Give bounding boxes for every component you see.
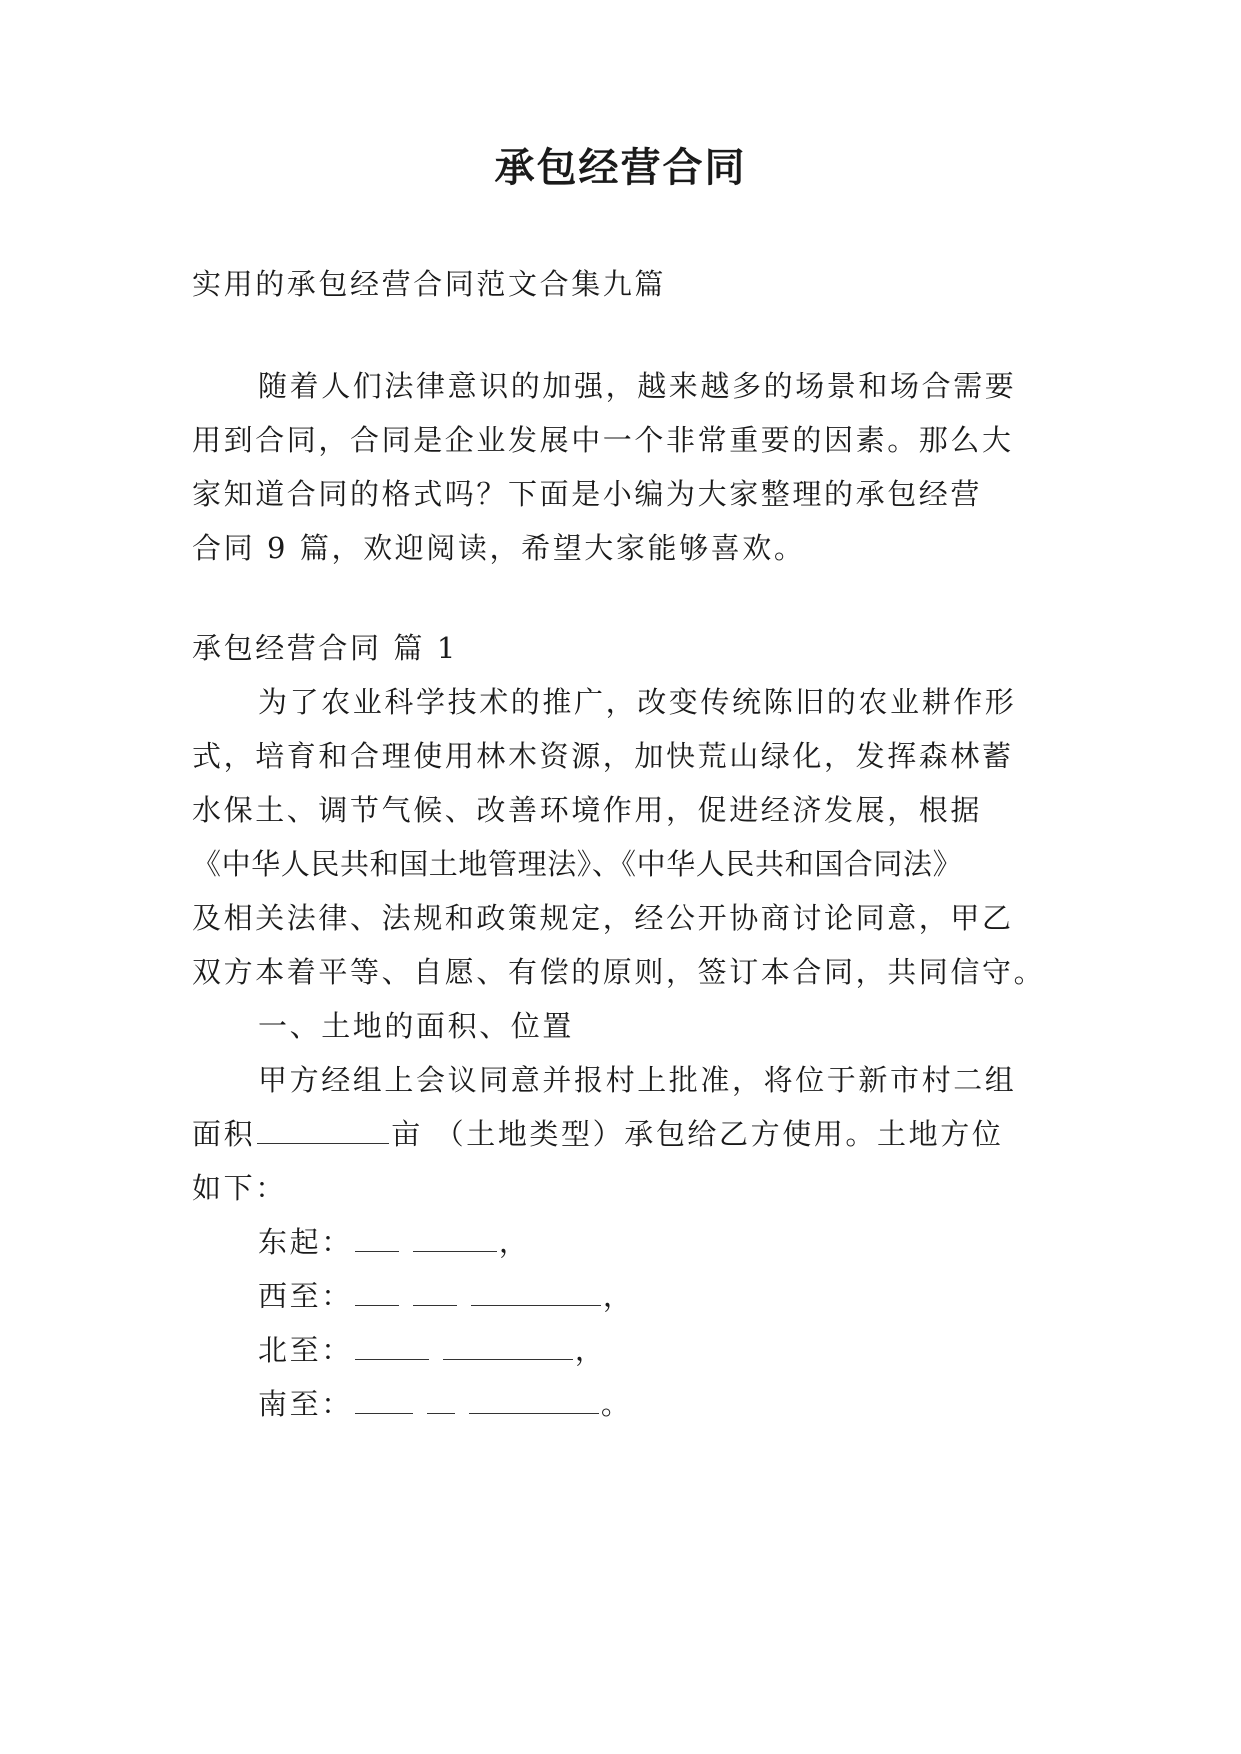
west-blank-3 xyxy=(471,1304,601,1306)
para2-line-2 xyxy=(192,1117,1004,1151)
west-blank-2 xyxy=(413,1304,457,1306)
area-label: 面积 xyxy=(192,1117,256,1151)
para2-line-3: 如下： xyxy=(192,1171,287,1205)
north-blank-1 xyxy=(355,1358,429,1360)
south-blank-1 xyxy=(355,1412,413,1414)
south-blank-3 xyxy=(469,1412,599,1414)
clause1-heading: 一、土地的面积、位置 xyxy=(258,1009,575,1043)
para1-line-2: 式，培育和合理使用林木资源，加快荒山绿化，发挥森林蓄 xyxy=(192,739,1014,773)
boundary-south xyxy=(258,1387,633,1421)
para1-line-6: 双方本着平等、自愿、有偿的原则，签订本合同，共同信守。 xyxy=(192,955,1046,989)
west-blank-1 xyxy=(355,1304,399,1306)
boundary-east xyxy=(258,1225,531,1259)
boundary-west xyxy=(258,1279,635,1313)
south-blank-2 xyxy=(427,1412,455,1414)
north-label: 北至： xyxy=(258,1333,353,1367)
west-end: ， xyxy=(602,1279,635,1313)
para1-line-1: 为了农业科学技术的推广，改变传统陈旧的农业耕作形 xyxy=(258,685,1017,719)
para1-line-4: 《中华人民共和国土地管理法》、《中华人民共和国合同法》 xyxy=(192,847,963,881)
west-label: 西至： xyxy=(258,1279,353,1313)
east-blank-1 xyxy=(355,1250,399,1252)
area-unit-text: 亩 （土地类型）承包给乙方使用。土地方位 xyxy=(391,1117,1004,1151)
intro-line-1: 随着人们法律意识的加强，越来越多的场景和场合需要 xyxy=(258,369,1017,403)
east-blank-2 xyxy=(413,1250,497,1252)
east-end: ， xyxy=(498,1225,531,1259)
document-title: 承包经营合同 xyxy=(494,144,747,191)
para1-line-5: 及相关法律、法规和政策规定，经公开协商讨论同意，甲乙 xyxy=(192,901,1014,935)
boundary-north xyxy=(258,1333,607,1367)
intro-line-3: 家知道合同的格式吗？下面是小编为大家整理的承包经营 xyxy=(192,477,983,511)
para2-line-1: 甲方经组上会议同意并报村上批准，将位于新市村二组 xyxy=(258,1063,1017,1097)
north-blank-2 xyxy=(443,1358,573,1360)
east-label: 东起： xyxy=(258,1225,353,1259)
south-end: 。 xyxy=(600,1387,633,1421)
north-end: ， xyxy=(574,1333,607,1367)
area-blank xyxy=(257,1142,389,1144)
para1-line-3: 水保土、调节气候、改善环境作用，促进经济发展，根据 xyxy=(192,793,983,827)
intro-line-4: 合同 9 篇，欢迎阅读，希望大家能够喜欢。 xyxy=(192,531,806,565)
section-heading: 承包经营合同 篇 1 xyxy=(192,631,458,665)
south-label: 南至： xyxy=(258,1387,353,1421)
intro-line-2: 用到合同，合同是企业发展中一个非常重要的因素。那么大 xyxy=(192,423,1014,457)
document-subtitle: 实用的承包经营合同范文合集九篇 xyxy=(192,267,667,301)
